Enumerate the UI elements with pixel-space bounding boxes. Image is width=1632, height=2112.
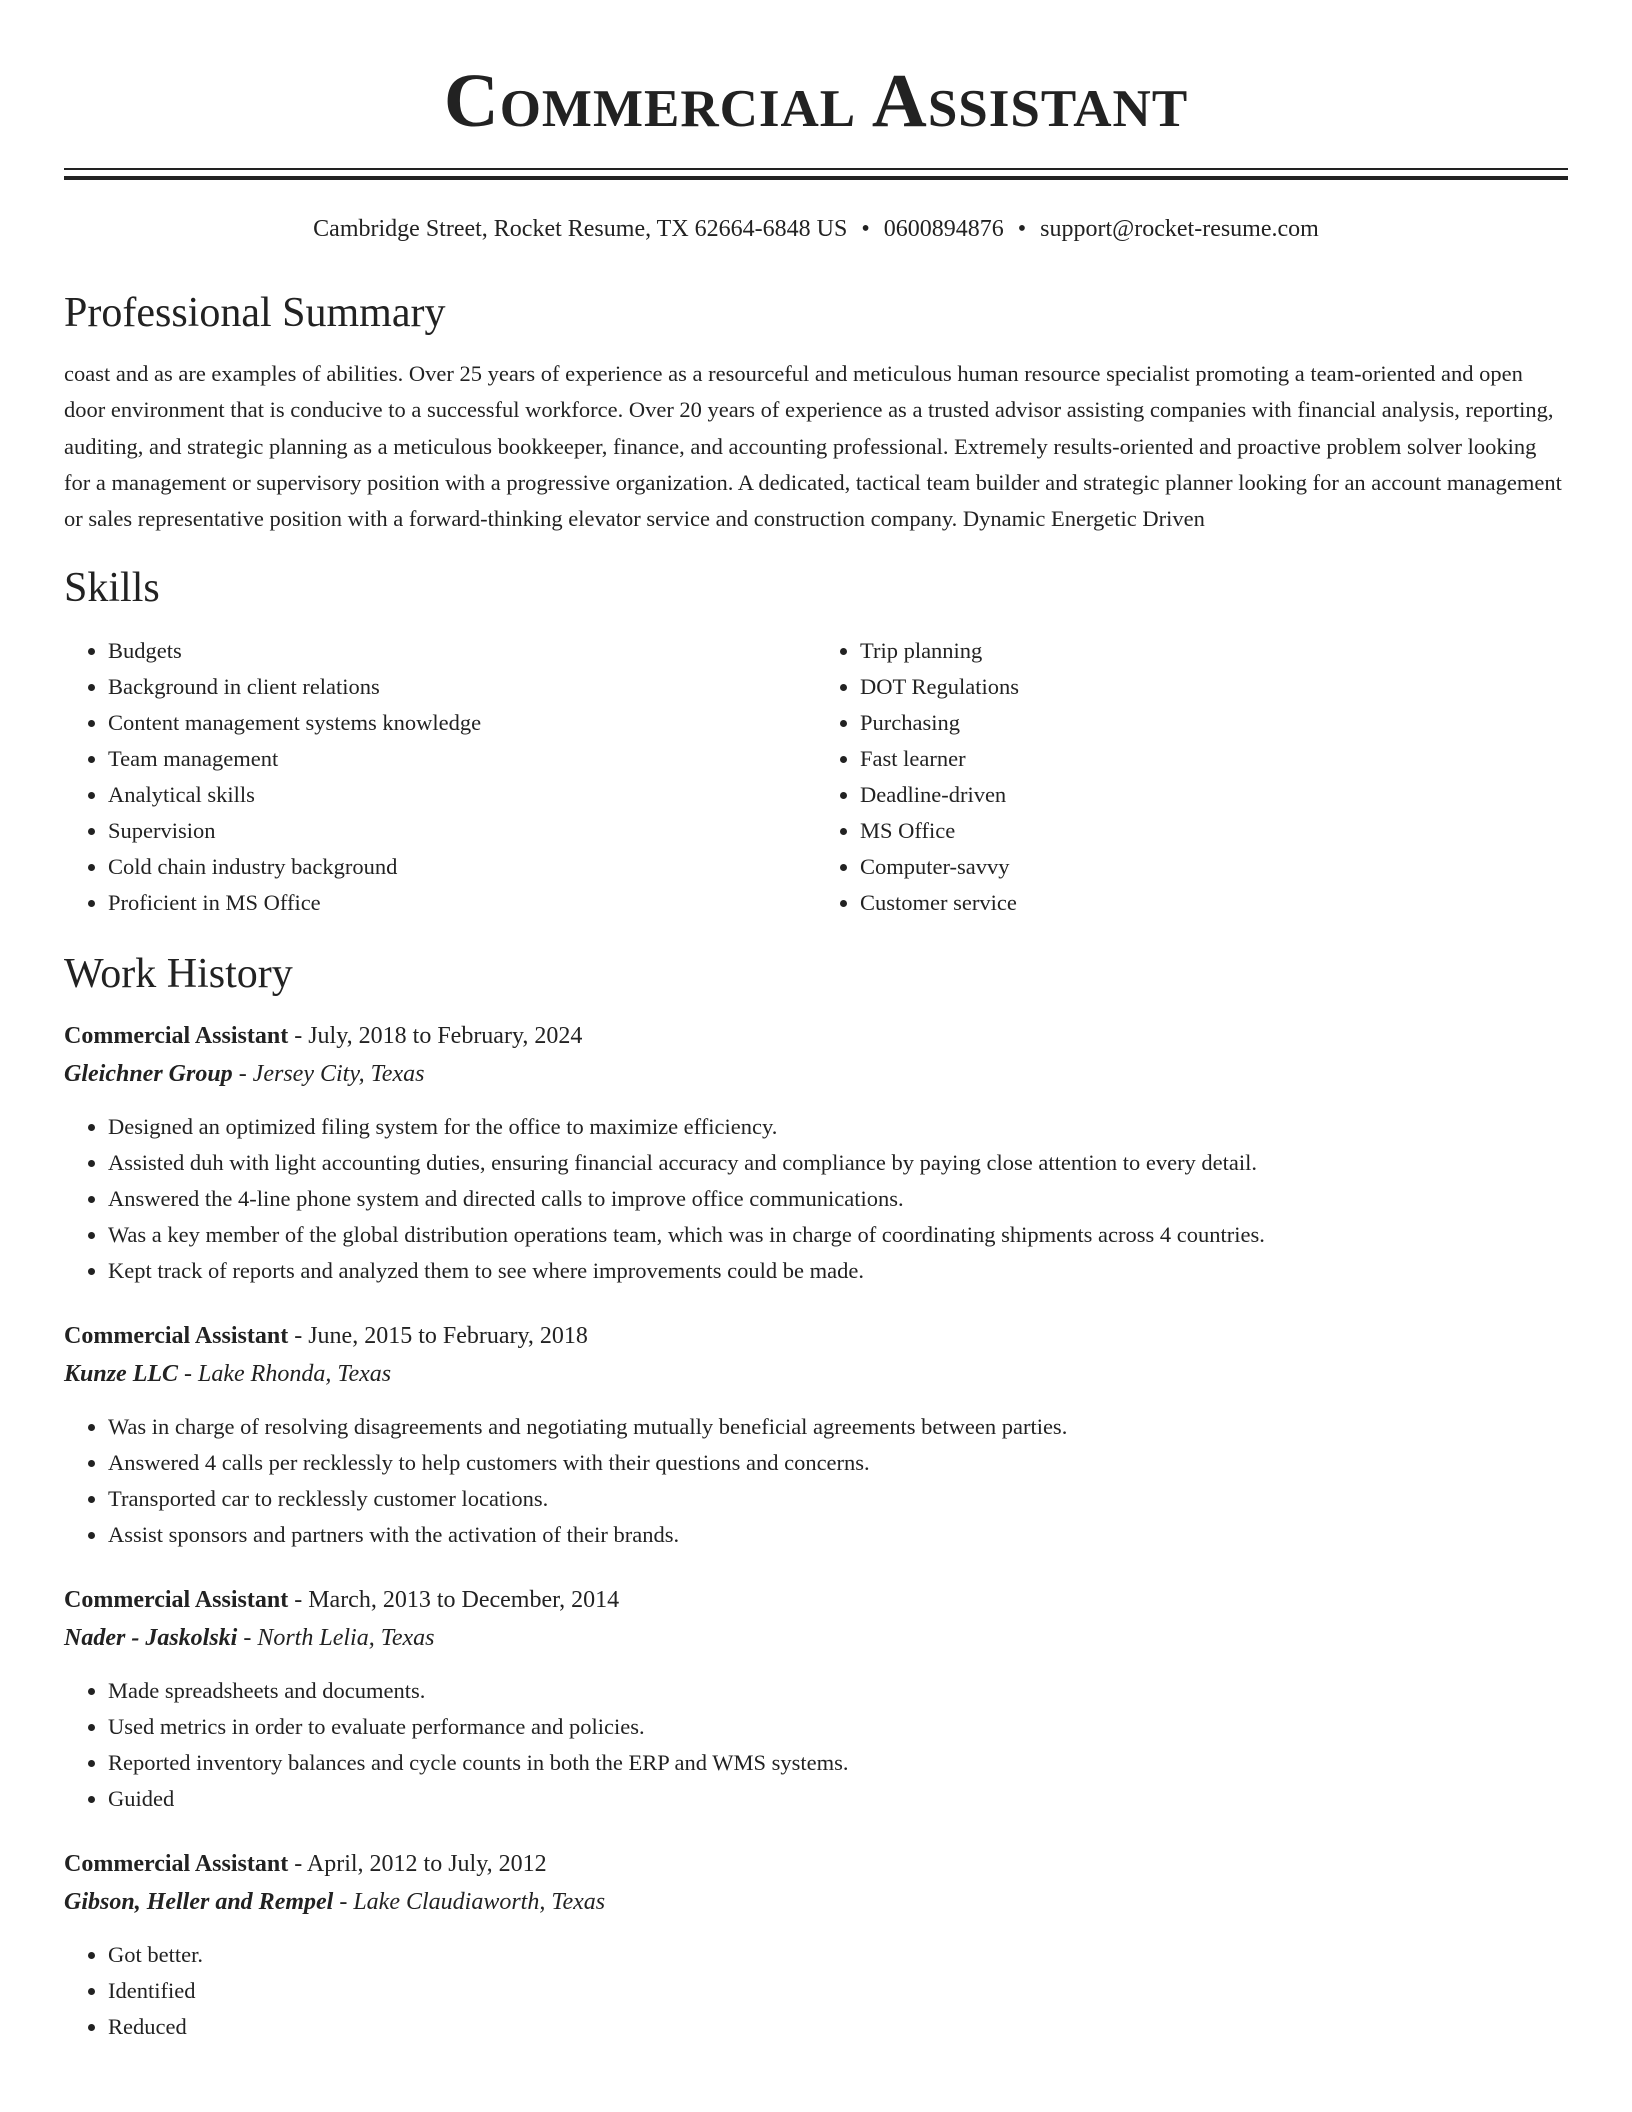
job-entry <box>64 1849 1568 2045</box>
skill-item: • Cold chain industry background <box>108 849 816 885</box>
skill-item: • Budgets <box>108 633 816 669</box>
job-role: Commercial Assistant <box>64 1587 289 1614</box>
job-title-line <box>64 1849 1568 1879</box>
skill-item: • Content management systems knowledge <box>108 705 816 741</box>
skills-list-right <box>816 633 1568 921</box>
skill-item: • Proficient in MS Office <box>108 885 816 921</box>
job-bullet: • Identified <box>108 1973 1568 2009</box>
contact-separator: • <box>1017 216 1027 242</box>
job-bullet: • Used metrics in order to evaluate performance and policies. <box>108 1709 1568 1745</box>
job-company-line <box>64 1359 1568 1389</box>
job-company-line <box>64 1059 1568 1089</box>
contact-email: support@rocket-resume.com <box>1040 216 1319 242</box>
job-company: Gibson, Heller and Rempel <box>64 1889 334 1916</box>
skill-item: • Customer service <box>860 885 1568 921</box>
job-dates: - June, 2015 to February, 2018 <box>288 1323 588 1350</box>
job-dates: - July, 2018 to February, 2024 <box>288 1023 583 1050</box>
job-role: Commercial Assistant <box>64 1851 289 1878</box>
skills-columns <box>64 633 1568 921</box>
job-title-line <box>64 1021 1568 1051</box>
job-location: - Lake Claudiaworth, Texas <box>333 1889 606 1916</box>
job-role: Commercial Assistant <box>64 1023 289 1050</box>
job-dates: - April, 2012 to July, 2012 <box>288 1851 547 1878</box>
skills-heading: Skills <box>64 565 160 612</box>
job-bullet: • Reduced <box>108 2009 1568 2045</box>
job-bullet: • Guided <box>108 1781 1568 1817</box>
contact-separator: • <box>861 216 870 242</box>
skills-list-left <box>64 633 816 921</box>
job-location: - North Lelia, Texas <box>237 1625 435 1652</box>
job-company-line <box>64 1623 1568 1653</box>
resume-page <box>64 0 1568 2045</box>
job-company: Kunze LLC <box>64 1361 179 1388</box>
job-bullet: • Got better. <box>108 1937 1568 1973</box>
job-entry <box>64 1585 1568 1817</box>
skill-item: • Analytical skills <box>108 777 816 813</box>
job-title-line <box>64 1321 1568 1351</box>
job-bullets <box>64 1937 1568 2045</box>
skill-item: • Background in client relations <box>108 669 816 705</box>
job-bullet: • Designed an optimized filing system for the office to maximize efficiency. <box>108 1109 1568 1145</box>
job-company: Gleichner Group <box>64 1061 233 1088</box>
job-bullet: • Answered 4 calls per recklessly to help customers with their questions and concerns. <box>108 1445 1568 1481</box>
job-bullets <box>64 1409 1568 1553</box>
job-entry <box>64 1321 1568 1553</box>
skill-item: • Computer-savvy <box>860 849 1568 885</box>
job-bullet: • Assist sponsors and partners with the activation of their brands. <box>108 1517 1568 1553</box>
job-company: Nader - Jaskolski <box>64 1625 238 1652</box>
job-location: - Jersey City, Texas <box>232 1061 425 1088</box>
skill-item: • Purchasing <box>860 705 1568 741</box>
job-bullet: • Was a key member of the global distribution operations team, which was in charge of coordinating shipments across 4 countries. <box>108 1217 1568 1253</box>
summary-heading: Professional Summary <box>64 290 446 336</box>
skill-item: • Trip planning <box>860 633 1568 669</box>
skill-item: • Supervision <box>108 813 816 849</box>
job-bullet: • Answered the 4-line phone system and directed calls to improve office communications. <box>108 1181 1568 1217</box>
job-location: - Lake Rhonda, Texas <box>178 1361 392 1388</box>
contact-address: Cambridge Street, Rocket Resume, TX 62664-6848 US <box>313 216 848 242</box>
job-bullet: • Assisted duh with light accounting duties, ensuring financial accuracy and compliance by paying close attention to every detail. <box>108 1145 1568 1181</box>
job-title-line <box>64 1585 1568 1615</box>
skill-item: • Deadline-driven <box>860 777 1568 813</box>
resume-title: Commercial Assistant <box>443 59 1189 143</box>
job-role: Commercial Assistant <box>64 1323 289 1350</box>
job-company-line <box>64 1887 1568 1917</box>
job-bullets <box>64 1673 1568 1817</box>
title-rule-thick <box>64 176 1568 180</box>
skill-item: • DOT Regulations <box>860 669 1568 705</box>
job-bullet: • Reported inventory balances and cycle counts in both the ERP and WMS systems. <box>108 1745 1568 1781</box>
job-entry <box>64 1021 1568 1289</box>
skill-item: • MS Office <box>860 813 1568 849</box>
contact-phone: 0600894876 <box>883 216 1004 242</box>
contact-line <box>64 214 1568 244</box>
title-rule-thin <box>64 168 1568 170</box>
job-bullet: • Made spreadsheets and documents. <box>108 1673 1568 1709</box>
job-bullet: • Kept track of reports and analyzed them to see where improvements could be made. <box>108 1253 1568 1289</box>
job-bullets <box>64 1109 1568 1289</box>
skill-item: • Team management <box>108 741 816 777</box>
summary-text: coast and as are examples of abilities. Over 25 years of experience as a resourceful and meticulous human resource specialist promoting a team-oriented and open door environment that is conducive to a successful workforce. Over 20 years of experience as a trusted advisor assisting companies with financial analysis, reporting, auditing, and strategic planning as a meticulous bookkeeper, finance, and accounting professional. Extremely results-oriented and proactive problem solver looking for a management or supervisory position with a progressive organization. A dedicated, tactical team builder and strategic planner looking for an account management or sales representative position with a forward-thinking elevator service and construction company. Dynamic Energetic Driven <box>64 361 1562 532</box>
job-bullet: • Was in charge of resolving disagreements and negotiating mutually beneficial agreements between parties. <box>108 1409 1568 1445</box>
job-dates: - March, 2013 to December, 2014 <box>288 1587 620 1614</box>
work-history-heading: Work History <box>64 951 293 998</box>
job-bullet: • Transported car to recklessly customer locations. <box>108 1481 1568 1517</box>
skill-item: • Fast learner <box>860 741 1568 777</box>
